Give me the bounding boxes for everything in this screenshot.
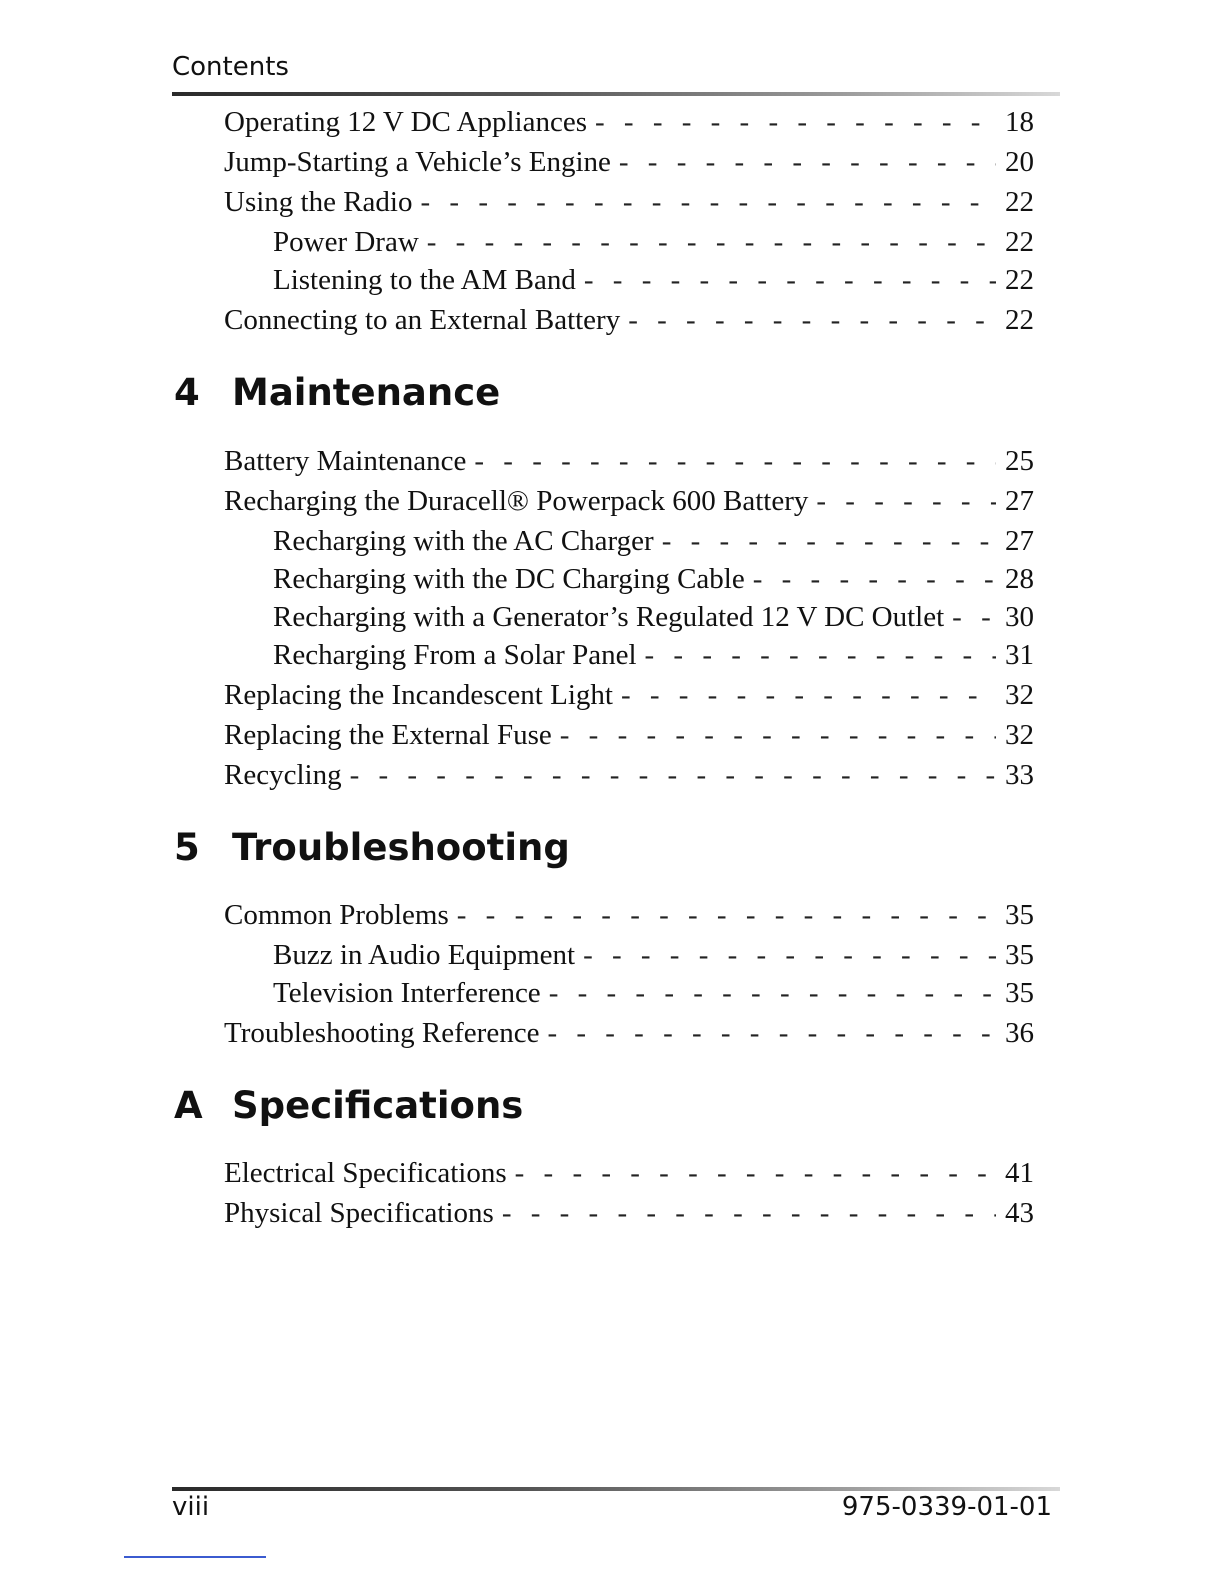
dot-leader	[619, 142, 996, 182]
chapter-title: Troubleshooting	[232, 826, 570, 869]
toc-entry-title: Recharging with the DC Charging Cable	[273, 563, 745, 595]
toc-entry[interactable]	[224, 182, 1034, 222]
toc-entry-page: 28	[1005, 563, 1034, 595]
page-header-title: Contents	[172, 52, 289, 82]
toc-entry[interactable]	[224, 142, 1034, 182]
dot-leader	[595, 102, 996, 142]
toc-entry-page: 36	[1005, 1017, 1034, 1049]
toc-subentry[interactable]	[273, 260, 1034, 300]
dot-leader	[628, 300, 996, 340]
toc-entry[interactable]	[224, 895, 1034, 935]
chapter-number: A	[174, 1084, 203, 1127]
toc-entry-page: 35	[1005, 939, 1034, 971]
chapter-title: Maintenance	[232, 371, 501, 414]
toc-entry-title: Recycling	[224, 759, 342, 791]
toc-subentry[interactable]	[273, 935, 1034, 975]
dot-leader	[584, 260, 996, 300]
toc-entry-page: 35	[1005, 977, 1034, 1009]
dot-leader	[952, 597, 996, 637]
toc-entry[interactable]	[224, 481, 1034, 521]
toc-entry-title: Common Problems	[224, 899, 449, 931]
toc-entry-page: 32	[1005, 679, 1034, 711]
dot-leader	[549, 973, 996, 1013]
chapter-heading-maintenance[interactable]	[174, 368, 500, 418]
toc-subentry[interactable]	[273, 597, 1034, 637]
toc-entry-title: Replacing the Incandescent Light	[224, 679, 613, 711]
toc-subentry[interactable]	[273, 222, 1034, 262]
chapter-number: 5	[174, 826, 200, 869]
toc-entry[interactable]	[224, 1013, 1034, 1053]
toc-entry[interactable]	[224, 102, 1034, 142]
toc-entry-title: Replacing the External Fuse	[224, 719, 552, 751]
toc-entry-title: Power Draw	[273, 226, 419, 258]
toc-entry[interactable]	[224, 1153, 1034, 1193]
chapter-heading-troubleshooting[interactable]	[174, 823, 570, 873]
toc-entry-title: Buzz in Audio Equipment	[273, 939, 576, 971]
toc-entry-page: 20	[1005, 146, 1034, 178]
footer-document-number: 975-0339-01-01	[841, 1492, 1052, 1522]
header-rule	[172, 92, 1060, 96]
toc-entry-title: Electrical Specifications	[224, 1157, 507, 1189]
toc-entry-title: Operating 12 V DC Appliances	[224, 106, 587, 138]
dot-leader	[502, 1193, 996, 1233]
toc-entry[interactable]	[224, 300, 1034, 340]
toc-entry-page: 31	[1005, 639, 1034, 671]
footer-rule	[172, 1487, 1060, 1491]
dot-leader	[547, 1013, 996, 1053]
dot-leader	[560, 715, 996, 755]
toc-entry-page: 35	[1005, 899, 1034, 931]
dot-leader	[427, 222, 996, 262]
dot-leader	[474, 441, 996, 481]
toc-subentry[interactable]	[273, 521, 1034, 561]
toc-entry-page: 22	[1005, 226, 1034, 258]
toc-entry[interactable]	[224, 715, 1034, 755]
toc-entry-title: Connecting to an External Battery	[224, 304, 621, 336]
toc-entry-title: Physical Specifications	[224, 1197, 494, 1229]
dot-leader	[515, 1153, 996, 1193]
toc-subentry[interactable]	[273, 635, 1034, 675]
toc-entry-page: 41	[1005, 1157, 1034, 1189]
toc-entry-title: Using the Radio	[224, 186, 413, 218]
dot-leader	[816, 481, 996, 521]
toc-entry-title: Battery Maintenance	[224, 445, 467, 477]
toc-entry-page: 43	[1005, 1197, 1034, 1229]
dot-leader	[421, 182, 997, 222]
dot-leader	[621, 675, 996, 715]
chapter-heading-specifications[interactable]	[174, 1081, 523, 1131]
toc-entry-title: Troubleshooting Reference	[224, 1017, 540, 1049]
dot-leader	[662, 521, 996, 561]
toc-entry-title: Television Interference	[273, 977, 541, 1009]
toc-entry-title: Recharging the Duracell® Powerpack 600 Battery	[224, 485, 809, 517]
toc-entry[interactable]	[224, 755, 1034, 795]
toc-entry-page: 22	[1005, 264, 1034, 296]
dot-leader	[350, 755, 996, 795]
toc-entry-title: Listening to the AM Band	[273, 264, 576, 296]
dot-leader	[583, 935, 996, 975]
toc-entry[interactable]	[224, 675, 1034, 715]
toc-entry[interactable]	[224, 1193, 1034, 1233]
toc-entry-title: Recharging From a Solar Panel	[273, 639, 637, 671]
toc-entry-page: 32	[1005, 719, 1034, 751]
toc-entry-title: Recharging with the AC Charger	[273, 525, 654, 557]
chapter-number: 4	[174, 371, 200, 414]
toc-entry[interactable]	[224, 441, 1034, 481]
toc-entry-page: 18	[1005, 106, 1034, 138]
toc-subentry[interactable]	[273, 973, 1034, 1013]
toc-subentry[interactable]	[273, 559, 1034, 599]
footer-page-number: viii	[172, 1492, 210, 1522]
scan-edge-mark	[124, 1556, 266, 1558]
toc-entry-page: 27	[1005, 525, 1034, 557]
toc-entry-title: Jump-Starting a Vehicle’s Engine	[224, 146, 611, 178]
dot-leader	[645, 635, 996, 675]
chapter-title: Specifications	[232, 1084, 524, 1127]
toc-entry-page: 30	[1005, 601, 1034, 633]
toc-entry-page: 27	[1005, 485, 1034, 517]
toc-entry-page: 25	[1005, 445, 1034, 477]
toc-entry-page: 22	[1005, 304, 1034, 336]
dot-leader	[457, 895, 996, 935]
toc-entry-page: 33	[1005, 759, 1034, 791]
toc-entry-title: Recharging with a Generator’s Regulated 12 V DC Outlet	[273, 601, 945, 633]
dot-leader	[753, 559, 996, 599]
toc-entry-page: 22	[1005, 186, 1034, 218]
